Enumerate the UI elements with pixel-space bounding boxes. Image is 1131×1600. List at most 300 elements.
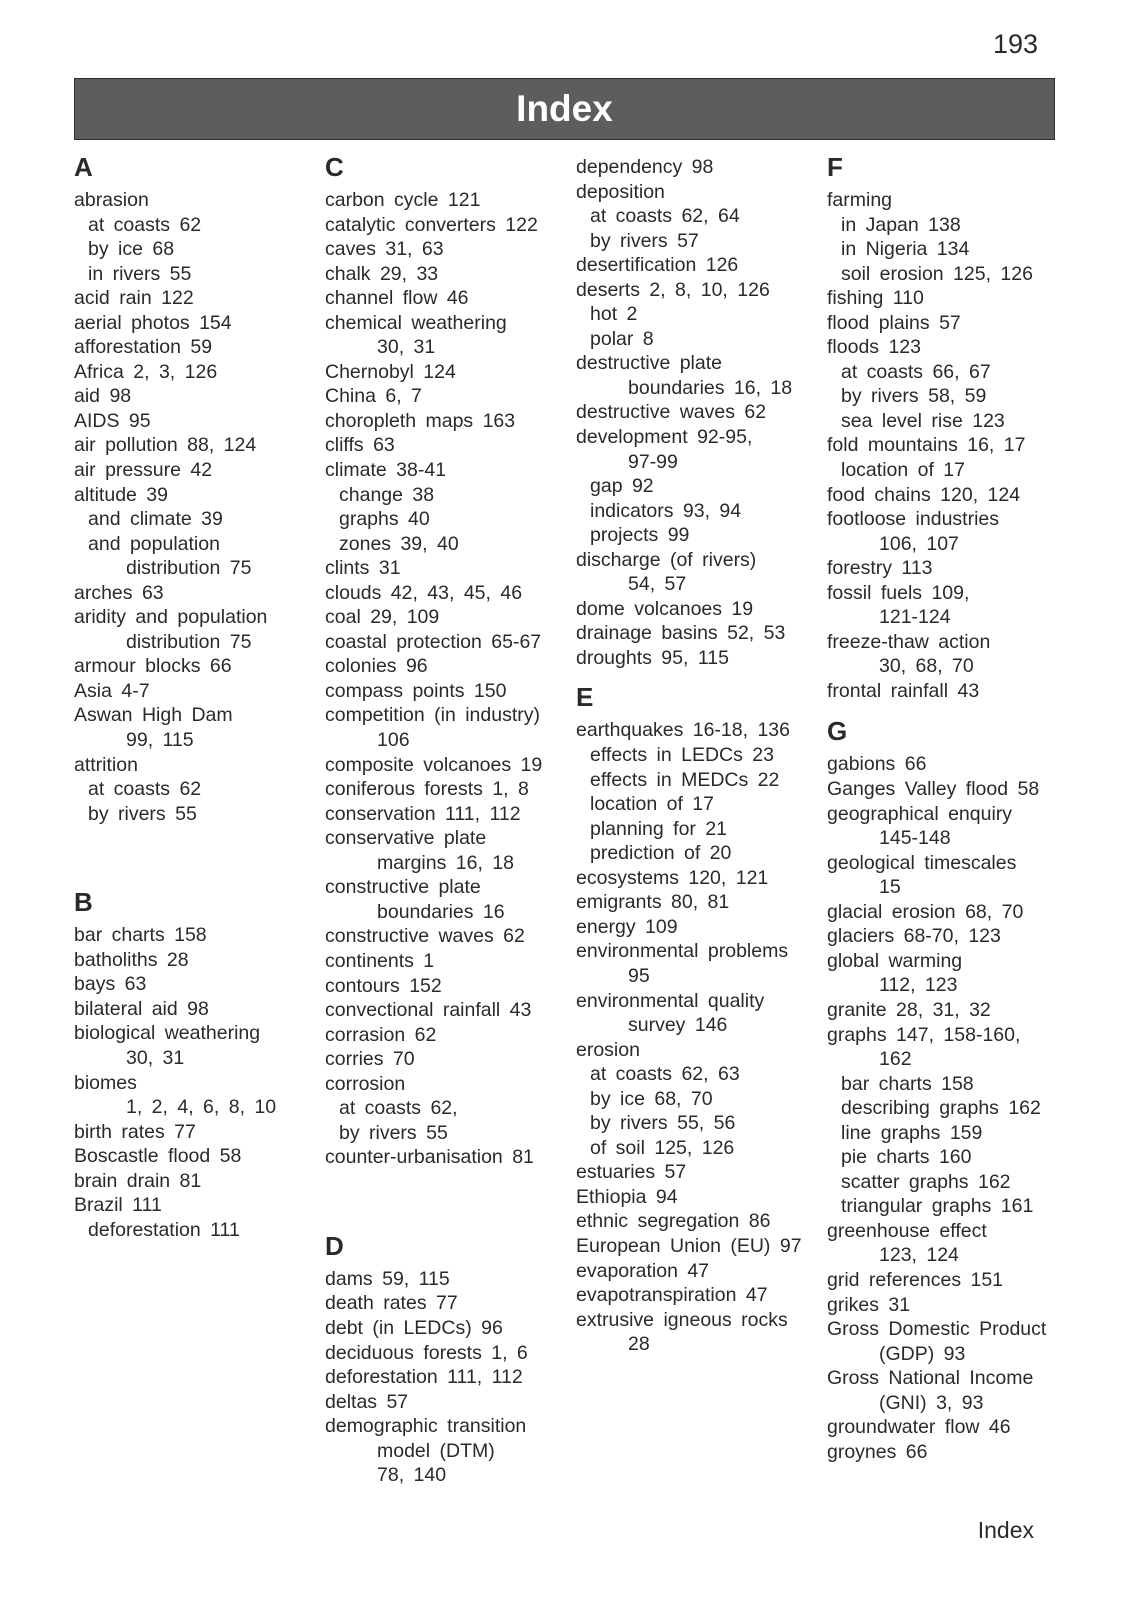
index-entry	[325, 581, 565, 606]
index-entry	[325, 262, 565, 287]
index-entry	[325, 1390, 565, 1415]
index-entry	[74, 1144, 314, 1169]
entry-term: flood plains 57	[827, 311, 961, 334]
index-entry	[74, 654, 314, 679]
entry-term: ethnic segregation 86	[576, 1210, 771, 1233]
subentry-term: location of 17	[590, 793, 715, 816]
entry-term: Asia 4-7	[74, 679, 150, 702]
subentry-term: triangular graphs 161	[841, 1195, 1034, 1218]
entry-term: environmental quality	[576, 989, 765, 1012]
entry-term: air pressure 42	[74, 459, 213, 482]
index-entry	[576, 351, 816, 400]
index-column-1	[74, 147, 314, 1242]
subentry	[576, 743, 816, 768]
entry-continuation: 95	[628, 964, 650, 987]
index-entry	[325, 286, 565, 311]
entry-term: deciduous forests 1, 6	[325, 1341, 528, 1364]
subentry	[576, 1087, 816, 1112]
entry-term: contours 152	[325, 974, 442, 997]
section-letter: C	[325, 152, 344, 182]
index-entry	[325, 1291, 565, 1316]
subentry-continuation: distribution 75	[126, 557, 252, 580]
index-entry	[576, 890, 816, 915]
index-entry	[827, 188, 1067, 286]
index-section-g	[827, 711, 1067, 1464]
subentry-term: line graphs 159	[841, 1121, 983, 1144]
entry-term: deforestation 111, 112	[325, 1366, 523, 1389]
subentry	[325, 1096, 565, 1121]
index-entry	[576, 180, 816, 254]
index-entry	[325, 802, 565, 827]
index-section-d	[325, 1226, 565, 1488]
entry-term: forestry 113	[827, 557, 933, 580]
entry-term: Chernobyl 124	[325, 360, 456, 383]
index-entry	[827, 335, 1067, 433]
entry-term: emigrants 80, 81	[576, 891, 730, 914]
subentry-term: by rivers 57	[590, 229, 699, 252]
index-entry	[325, 188, 565, 213]
entry-term: chemical weathering	[325, 311, 507, 334]
subentry	[576, 1062, 816, 1087]
entry-continuation: model (DTM)	[377, 1439, 495, 1462]
subentry-term: zones 39, 40	[339, 532, 459, 555]
subentry-term: by rivers 55	[339, 1121, 448, 1144]
entry-term: aridity and population	[74, 606, 268, 629]
entry-term: erosion	[576, 1038, 640, 1061]
subentry-term: at coasts 62,	[339, 1097, 458, 1120]
index-column-4	[827, 147, 1067, 1464]
index-entry	[74, 1169, 314, 1194]
index-entry	[74, 433, 314, 458]
index-entry	[74, 1071, 314, 1120]
index-section-c	[325, 147, 565, 1170]
entry-term: composite volcanoes 19	[325, 753, 543, 776]
subentry-term: effects in MEDCs 22	[590, 768, 780, 791]
entry-term: birth rates 77	[74, 1120, 196, 1143]
entry-term: competition (in industry)	[325, 704, 540, 727]
index-entry	[325, 753, 565, 778]
index-section-continued	[576, 155, 816, 670]
section-letter: A	[74, 152, 93, 182]
subentry	[576, 841, 816, 866]
index-entry	[325, 679, 565, 704]
entry-continuation: margins 16, 18	[377, 851, 514, 874]
entry-term: desertification 126	[576, 254, 739, 277]
subentry	[576, 474, 816, 499]
entry-term: coastal protection 65-67	[325, 630, 542, 653]
subentry-term: describing graphs 162	[841, 1097, 1041, 1120]
entry-term: earthquakes 16-18, 136	[576, 719, 790, 742]
index-entry	[325, 654, 565, 679]
subentry	[74, 213, 314, 238]
subentry-term: location of 17	[841, 459, 966, 482]
index-column-2	[325, 147, 565, 1488]
subentry	[325, 532, 565, 557]
entry-term: graphs 147, 158-160,	[827, 1023, 1021, 1046]
entry-term: convectional rainfall 43	[325, 999, 532, 1022]
subentry-term: projects 99	[590, 524, 690, 547]
subentry	[576, 499, 816, 524]
index-entry	[74, 753, 314, 827]
entry-continuation: 106	[377, 729, 410, 752]
subentry-term: bar charts 158	[841, 1072, 974, 1095]
index-entry	[827, 1317, 1067, 1366]
index-entry	[827, 1415, 1067, 1440]
entry-continuation: (GDP) 93	[879, 1342, 966, 1365]
index-entry	[74, 409, 314, 434]
subentry-term: in rivers 55	[88, 262, 192, 285]
subentry	[827, 1096, 1067, 1121]
subentry-term: at coasts 62	[88, 778, 202, 801]
entry-term: ecosystems 120, 121	[576, 866, 769, 889]
index-section-f	[827, 147, 1067, 703]
entry-continuation: 106, 107	[879, 532, 959, 555]
entry-term: channel flow 46	[325, 287, 469, 310]
entry-term: dependency 98	[576, 156, 714, 178]
entry-term: biomes	[74, 1071, 137, 1094]
index-entry	[827, 630, 1067, 679]
entry-term: greenhouse effect	[827, 1219, 987, 1242]
entry-term: dome volcanoes 19	[576, 597, 754, 620]
entry-term: development 92-95,	[576, 426, 753, 449]
index-entry	[74, 923, 314, 948]
index-entry	[576, 1259, 816, 1284]
entry-continuation: 30, 68, 70	[879, 655, 974, 678]
subentry	[827, 384, 1067, 409]
index-entry	[325, 458, 565, 556]
entry-term: constructive waves 62	[325, 925, 525, 948]
subentry	[74, 532, 314, 581]
entry-term: geological timescales	[827, 851, 1017, 874]
subentry	[576, 327, 816, 352]
entry-term: Gross National Income	[827, 1367, 1034, 1390]
index-entry	[576, 1160, 816, 1185]
index-entry	[325, 1023, 565, 1048]
entry-continuation: 123, 124	[879, 1244, 959, 1267]
subentry	[827, 213, 1067, 238]
subentry	[576, 302, 816, 327]
entry-term: evaporation 47	[576, 1259, 710, 1282]
entry-term: bilateral aid 98	[74, 997, 209, 1020]
subentry-term: in Japan 138	[841, 213, 961, 236]
entry-term: climate 38-41	[325, 459, 447, 482]
index-entry	[827, 900, 1067, 925]
index-entry	[74, 335, 314, 360]
entry-term: attrition	[74, 753, 138, 776]
subentry-term: by ice 68	[88, 238, 175, 261]
index-entry	[325, 311, 565, 360]
entry-term: conservation 111, 112	[325, 802, 521, 825]
subentry	[827, 409, 1067, 434]
entry-term: bar charts 158	[74, 924, 207, 947]
subentry-term: by ice 68, 70	[590, 1087, 713, 1110]
entry-term: corrosion	[325, 1072, 406, 1095]
entry-continuation: 28	[628, 1333, 650, 1356]
index-entry	[576, 278, 816, 352]
entry-term: deltas 57	[325, 1390, 409, 1413]
subentry-term: and climate 39	[88, 508, 223, 531]
section-letter: D	[325, 1230, 344, 1261]
subentry	[827, 1121, 1067, 1146]
entry-term: debt (in LEDCs) 96	[325, 1316, 503, 1339]
entry-term: groundwater flow 46	[827, 1416, 1011, 1439]
entry-term: evapotranspiration 47	[576, 1284, 768, 1307]
index-entry	[827, 507, 1067, 556]
subentry-term: at coasts 62	[88, 213, 202, 236]
index-entry	[325, 1365, 565, 1390]
section-letter: G	[827, 716, 848, 747]
entry-term: fold mountains 16, 17	[827, 434, 1026, 457]
index-entry	[576, 621, 816, 646]
subentry-term: effects in LEDCs 23	[590, 744, 774, 767]
entry-term: Aswan High Dam	[74, 704, 233, 727]
index-entry	[827, 556, 1067, 581]
entry-term: food chains 120, 124	[827, 483, 1021, 506]
index-section-b	[74, 882, 314, 1242]
index-entry	[576, 646, 816, 671]
index-entry	[827, 286, 1067, 311]
entry-term: floods 123	[827, 336, 921, 359]
subentry	[576, 523, 816, 548]
index-entry	[827, 924, 1067, 949]
index-entry	[827, 752, 1067, 777]
entry-term: extrusive igneous rocks	[576, 1308, 788, 1331]
index-entry	[74, 948, 314, 973]
index-entry	[576, 1308, 816, 1357]
entry-term: Brazil 111	[74, 1194, 162, 1217]
entry-term: corrasion 62	[325, 1023, 437, 1046]
entry-term: clints 31	[325, 557, 401, 580]
entry-continuation: 30, 31	[126, 1046, 185, 1069]
index-entry	[827, 1219, 1067, 1268]
index-entry	[74, 703, 314, 752]
index-entry	[325, 1267, 565, 1292]
entry-term: demographic transition	[325, 1415, 527, 1438]
entry-term: death rates 77	[325, 1292, 458, 1315]
entry-term: deserts 2, 8, 10, 126	[576, 278, 770, 301]
entry-continuation: 112, 123	[879, 974, 958, 997]
entry-term: glaciers 68-70, 123	[827, 925, 1001, 948]
entry-term: grid references 151	[827, 1268, 1004, 1291]
index-entry	[827, 1293, 1067, 1318]
index-section-a	[74, 147, 314, 826]
page-number: 193	[992, 29, 1038, 59]
entry-term: cliffs 63	[325, 434, 395, 457]
index-entry	[827, 581, 1067, 630]
index-entry	[74, 286, 314, 311]
index-entry	[325, 998, 565, 1023]
index-entry	[576, 1038, 816, 1161]
entry-term: armour blocks 66	[74, 655, 232, 678]
entry-continuation: 162	[879, 1048, 912, 1071]
index-entry	[827, 851, 1067, 900]
entry-term: choropleth maps 163	[325, 409, 516, 432]
subentry	[827, 458, 1067, 483]
entry-term: farming	[827, 189, 893, 211]
section-letter: F	[827, 152, 843, 182]
entry-term: drainage basins 52, 53	[576, 622, 786, 645]
entry-term: constructive plate	[325, 876, 481, 899]
subentry	[325, 1121, 565, 1146]
subentry	[325, 507, 565, 532]
entry-term: energy 109	[576, 915, 678, 938]
index-title-banner	[74, 78, 1055, 140]
index-entry	[325, 1316, 565, 1341]
subentry-term: gap 92	[590, 475, 654, 498]
index-entry	[74, 458, 314, 483]
entry-term: groynes 66	[827, 1440, 928, 1463]
index-entry	[325, 556, 565, 581]
index-entry	[576, 1234, 816, 1259]
subentry-term: deforestation 111	[88, 1218, 240, 1241]
index-entry	[325, 924, 565, 949]
index-entry	[74, 483, 314, 581]
entry-term: batholiths 28	[74, 948, 189, 971]
index-entry	[576, 400, 816, 425]
subentry-term: prediction of 20	[590, 842, 732, 865]
subentry-term: soil erosion 125, 126	[841, 262, 1033, 285]
subentry	[325, 483, 565, 508]
index-entry	[325, 213, 565, 238]
index-entry	[325, 974, 565, 999]
subentry	[576, 229, 816, 254]
index-entry	[74, 972, 314, 997]
index-section-e	[576, 677, 816, 1356]
subentry-term: polar 8	[590, 327, 654, 350]
entry-term: grikes 31	[827, 1293, 911, 1316]
index-entry	[827, 1440, 1067, 1465]
index-entry	[576, 425, 816, 548]
entry-term: clouds 42, 43, 45, 46	[325, 581, 523, 604]
entry-continuation: 78, 140	[377, 1464, 447, 1487]
entry-term: chalk 29, 33	[325, 262, 439, 285]
entry-term: Africa 2, 3, 126	[74, 360, 218, 383]
index-entry	[576, 989, 816, 1038]
section-letter: E	[576, 682, 594, 713]
entry-term: Boscastle flood 58	[74, 1145, 242, 1168]
section-letter: B	[74, 887, 93, 918]
index-entry	[325, 1072, 565, 1146]
subentry	[827, 262, 1067, 287]
entry-continuation: 54, 57	[628, 573, 687, 596]
entry-term: catalytic converters 122	[325, 213, 538, 236]
index-entry	[325, 1341, 565, 1366]
subentry	[827, 1145, 1067, 1170]
entry-continuation: 99, 115	[126, 729, 194, 752]
entry-term: frontal rainfall 43	[827, 679, 980, 702]
entry-term: fishing 110	[827, 287, 924, 310]
index-entry	[325, 630, 565, 655]
index-entry	[827, 1023, 1067, 1219]
entry-term: Ganges Valley flood 58	[827, 778, 1040, 801]
entry-term: freeze-thaw action	[827, 630, 991, 653]
entry-term: AIDS 95	[74, 409, 151, 432]
index-entry	[827, 311, 1067, 336]
entry-term: afforestation 59	[74, 336, 213, 359]
subentry	[74, 507, 314, 532]
index-entry	[827, 1268, 1067, 1293]
subentry	[576, 817, 816, 842]
index-entry	[325, 433, 565, 458]
index-entry	[827, 483, 1067, 508]
entry-continuation: 1, 2, 4, 6, 8, 10	[126, 1096, 277, 1119]
entry-term: counter-urbanisation 81	[325, 1146, 534, 1169]
entry-term: brain drain 81	[74, 1169, 202, 1192]
subentry	[827, 237, 1067, 262]
index-entry	[325, 384, 565, 409]
entry-term: compass points 150	[325, 679, 507, 702]
index-entry	[827, 949, 1067, 998]
index-entry	[576, 1283, 816, 1308]
index-entry	[325, 777, 565, 802]
subentry-term: at coasts 62, 64	[590, 205, 740, 228]
index-entry	[576, 1185, 816, 1210]
entry-term: altitude 39	[74, 483, 168, 506]
entry-term: biological weathering	[74, 1022, 261, 1045]
subentry	[576, 792, 816, 817]
subentry	[576, 204, 816, 229]
index-entry	[576, 939, 816, 988]
index-entry	[325, 605, 565, 630]
subentry	[74, 777, 314, 802]
subentry-term: at coasts 66, 67	[841, 360, 991, 383]
index-entry	[827, 777, 1067, 802]
entry-term: arches 63	[74, 581, 164, 604]
index-entry	[576, 597, 816, 622]
entry-term: environmental problems	[576, 940, 789, 963]
entry-term: continents 1	[325, 949, 435, 972]
entry-continuation: (GNI) 3, 93	[879, 1391, 984, 1414]
index-entry	[576, 718, 816, 865]
entry-term: discharge (of rivers)	[576, 548, 757, 571]
entry-continuation: boundaries 16	[377, 900, 505, 923]
entry-term: destructive waves 62	[576, 401, 767, 424]
entry-continuation: 121-124	[879, 606, 951, 629]
index-entry	[74, 1120, 314, 1145]
subentry	[74, 237, 314, 262]
subentry	[827, 1072, 1067, 1097]
entry-term: coniferous forests 1, 8	[325, 778, 529, 801]
index-entry	[325, 826, 565, 875]
subentry	[827, 360, 1067, 385]
subentry-term: planning for 21	[590, 817, 728, 840]
entry-term: gabions 66	[827, 753, 927, 776]
index-entry	[74, 581, 314, 606]
entry-term: granite 28, 31, 32	[827, 998, 991, 1021]
entry-term: aid 98	[74, 385, 132, 408]
index-entry	[827, 1366, 1067, 1415]
index-entry	[576, 155, 816, 180]
entry-term: Gross Domestic Product	[827, 1318, 1047, 1341]
subentry	[576, 768, 816, 793]
entry-term: estuaries 57	[576, 1161, 687, 1184]
entry-continuation: 145-148	[879, 827, 951, 850]
entry-continuation: 30, 31	[377, 336, 436, 359]
entry-continuation: survey 146	[628, 1014, 728, 1037]
entry-term: dams 59, 115	[325, 1267, 450, 1290]
entry-term: acid rain 122	[74, 287, 194, 310]
index-entry	[74, 997, 314, 1022]
running-footer: Index	[977, 1517, 1034, 1543]
index-entry	[576, 915, 816, 940]
subentry-term: by rivers 55, 56	[590, 1112, 736, 1135]
subentry	[827, 1170, 1067, 1195]
entry-term: caves 31, 63	[325, 238, 444, 261]
entry-term: glacial erosion 68, 70	[827, 900, 1024, 923]
index-entry	[74, 1021, 314, 1070]
index-entry	[576, 866, 816, 891]
subentry-term: and population	[88, 532, 220, 555]
